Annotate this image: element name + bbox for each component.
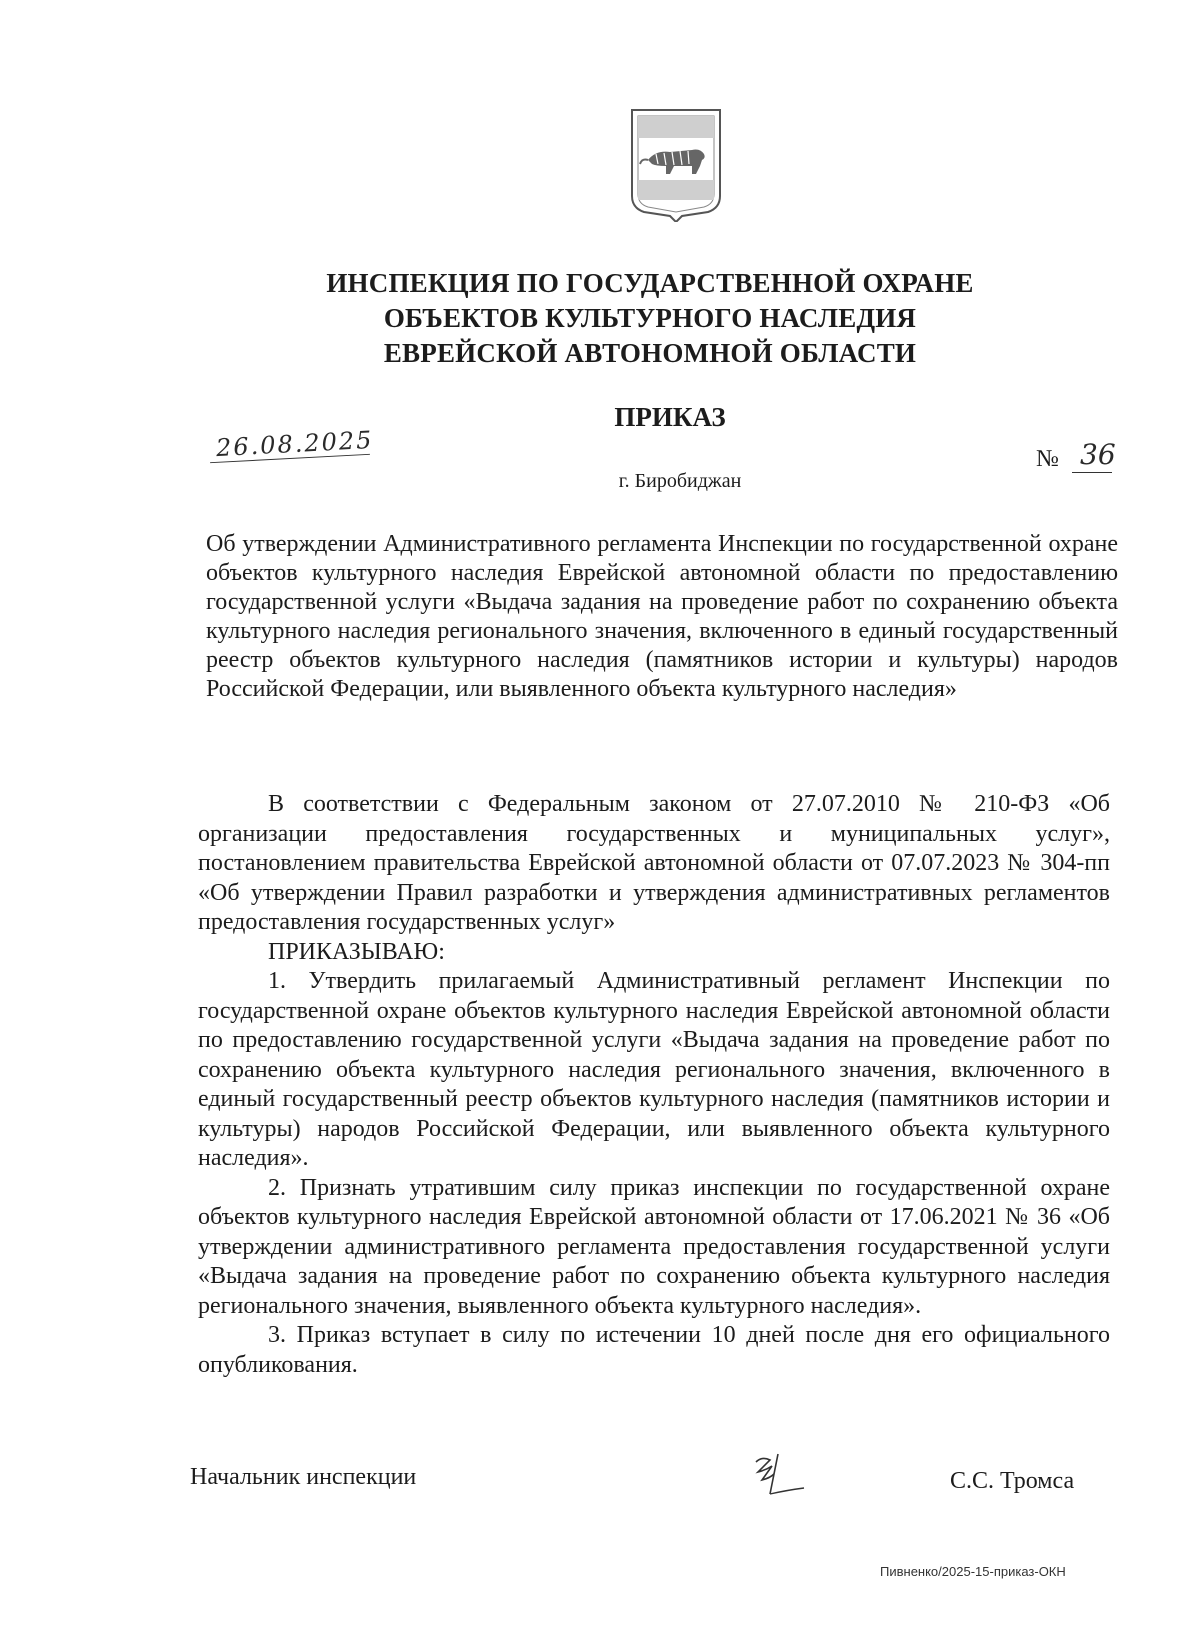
document-type: ПРИКАЗ [614,402,726,432]
order-item-2: 2. Признать утратившим силу приказ инспекции по государственной охране объектов культурного наследия Еврейской автономной области от 17.06.2021 № 36 «Об утверждении административного регламента предоставления государственной услуги «Выдача задания на проведение работ по сохранению объекта культурного наследия регионального значения, выявленного объекта культурного наследия». [198,1174,1110,1319]
order-word: ПРИКАЗЫВАЮ: [268,938,445,965]
org-line-2: ОБЪЕКТОВ КУЛЬТУРНОГО НАСЛЕДИЯ [383,303,917,333]
order-item-3: 3. Приказ вступает в силу по истечении 10 дней после дня его официального опубликования. [198,1322,1110,1378]
org-line-3: ЕВРЕЙСКОЙ АВТОНОМНОЙ ОБЛАСТИ [383,338,917,368]
signer-name: С.С. Тромса [950,1468,1075,1494]
handwritten-number: 36 [1080,438,1116,471]
organization-name [300,266,1000,371]
preamble: В соответствии с Федеральным законом от 27.07.2010 № 210-ФЗ «Об организации предоставления государственных и муниципальных услуг», постановлением правительства Еврейской автономной области от 07.07.2023 № 304-пп «Об утверждении Правил разработки и утверждения административных регламентов предоставления государственных услуг» [198,791,1110,935]
number-label: № [1036,446,1059,472]
number-underline [1072,472,1112,473]
city: г. Биробиджан [618,470,742,492]
file-reference: Пивненко/2025-15-приказ-ОКН [880,1564,1066,1579]
order-body [198,790,1110,1380]
emblem-icon [626,104,726,222]
signer-role: Начальник инспекции [190,1464,417,1490]
order-item-1: 1. Утвердить прилагаемый Административный регламент Инспекции по государственной охране объектов культурного наследия Еврейской автономной области по предоставлению государственной услуги «Выдача задания на проведение работ по сохранению объекта культурного наследия регионального значения, включенного в единый государственный реестр объектов культурного наследия (памятников истории и культуры) народов Российской Федерации, или выявленного объекта культурного наследия». [198,968,1110,1171]
order-subject: Об утверждении Административного регламента Инспекции по государственной охране объектов культурного наследия Еврейской автономной области по предоставлению государственной услуги «Выдача задания на проведение работ по сохранению объекта культурного наследия регионального значения, включенного в единый государственный реестр объектов культурного наследия (памятников истории и культуры) народов Российской Федерации, или выявленного объекта культурного наследия» [206,531,1118,702]
org-line-1: ИНСПЕКЦИЯ ПО ГОСУДАРСТВЕННОЙ ОХРАНЕ [326,268,974,298]
handwritten-date: 26.08.2025 [215,425,375,463]
signature-icon [748,1450,808,1498]
